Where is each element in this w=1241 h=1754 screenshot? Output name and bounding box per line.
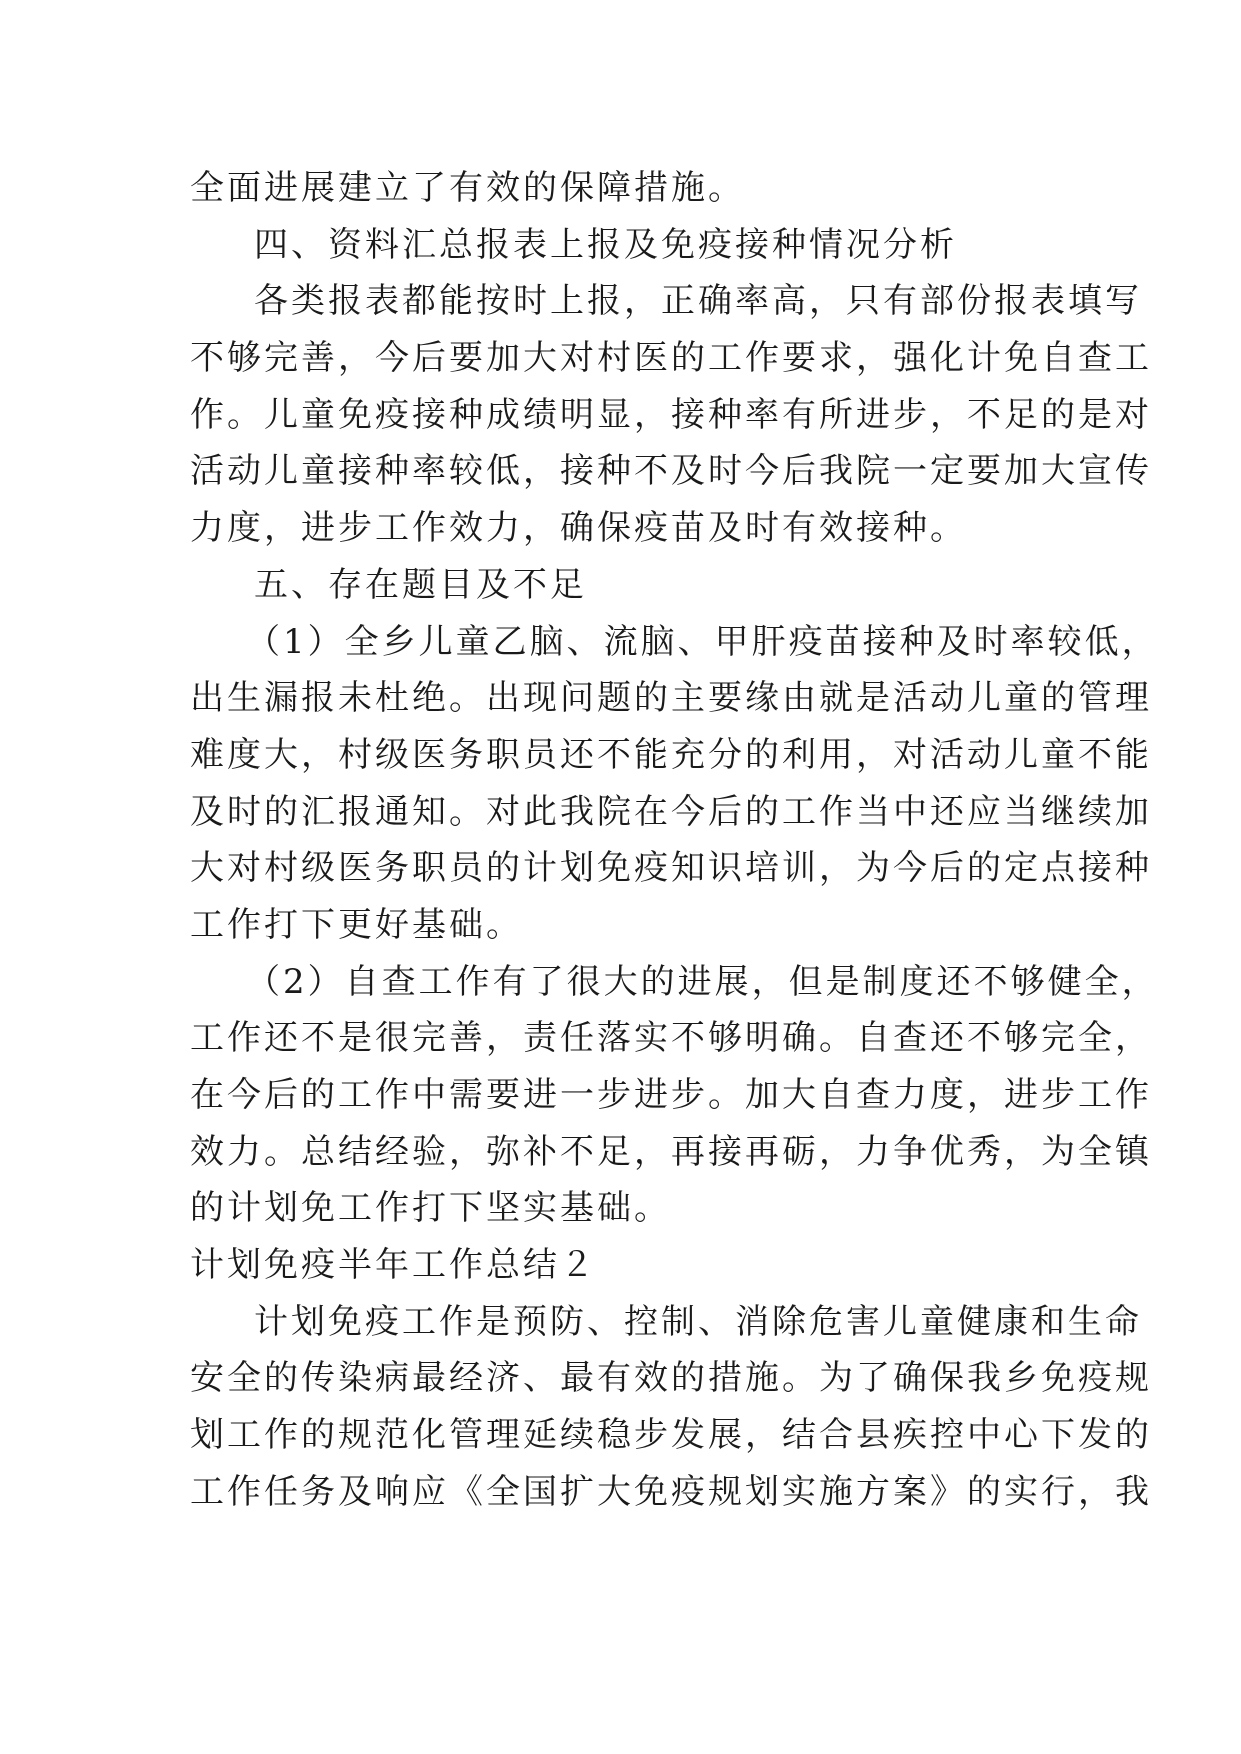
text-line: 计划免疫工作是预防、控制、消除危害儿童健康和生命 — [254, 1301, 1142, 1342]
text-line: 划工作的规范化管理延续稳步发展，结合县疾控中心下发的 — [190, 1415, 1152, 1456]
text-line: 效力。总结经验，弥补不足，再接再砺，力争优秀，为全镇 — [190, 1131, 1152, 1172]
section-heading-4: 四、资料汇总报表上报及免疫接种情况分析 — [254, 224, 957, 265]
text-line: 安全的传染病最经济、最有效的措施。为了确保我乡免疫规 — [190, 1358, 1152, 1399]
text-line: 全面进展建立了有效的保障措施。 — [190, 168, 745, 208]
document-title: 计划免疫半年工作总结２ — [190, 1245, 597, 1286]
text-line: 不够完善，今后要加大对村医的工作要求，强化计免自查工 — [190, 338, 1152, 379]
text-line: 工作打下更好基础。 — [190, 904, 523, 945]
text-line: （2）自查工作有了很大的进展，但是制度还不够健全， — [246, 961, 1159, 1002]
text-line: 活动儿童接种率较低，接种不及时今后我院一定要加大宣传 — [190, 451, 1152, 492]
text-line: 的计划免工作打下坚实基础。 — [190, 1188, 671, 1229]
text-line: 作。儿童免疫接种成绩明显，接种率有所进步，不足的是对 — [190, 394, 1152, 435]
document-body — [190, 160, 1159, 1521]
text-line: 难度大，村级医务职员还不能充分的利用，对活动儿童不能 — [190, 734, 1152, 775]
text-line: 工作还不是很完善，责任落实不够明确。自查还不够完全， — [190, 1018, 1152, 1059]
text-line: 工作任务及响应《全国扩大免疫规划实施方案》的实行，我 — [190, 1471, 1152, 1512]
text-line: 各类报表都能按时上报，正确率高，只有部份报表填写 — [254, 281, 1142, 322]
text-line: 在今后的工作中需要进一步进步。加大自查力度，进步工作 — [190, 1075, 1152, 1115]
text-line: 力度，进步工作效力，确保疫苗及时有效接种。 — [190, 508, 967, 549]
text-line: 及时的汇报通知。对此我院在今后的工作当中还应当继续加 — [190, 791, 1152, 832]
text-line: 大对村级医务职员的计划免疫知识培训，为今后的定点接种 — [190, 848, 1152, 889]
text-line: （1）全乡儿童乙脑、流脑、甲肝疫苗接种及时率较低， — [246, 621, 1159, 662]
section-heading-5: 五、存在题目及不足 — [254, 564, 587, 605]
text-line: 出生漏报未杜绝。出现问题的主要缘由就是活动儿童的管理 — [190, 678, 1152, 719]
